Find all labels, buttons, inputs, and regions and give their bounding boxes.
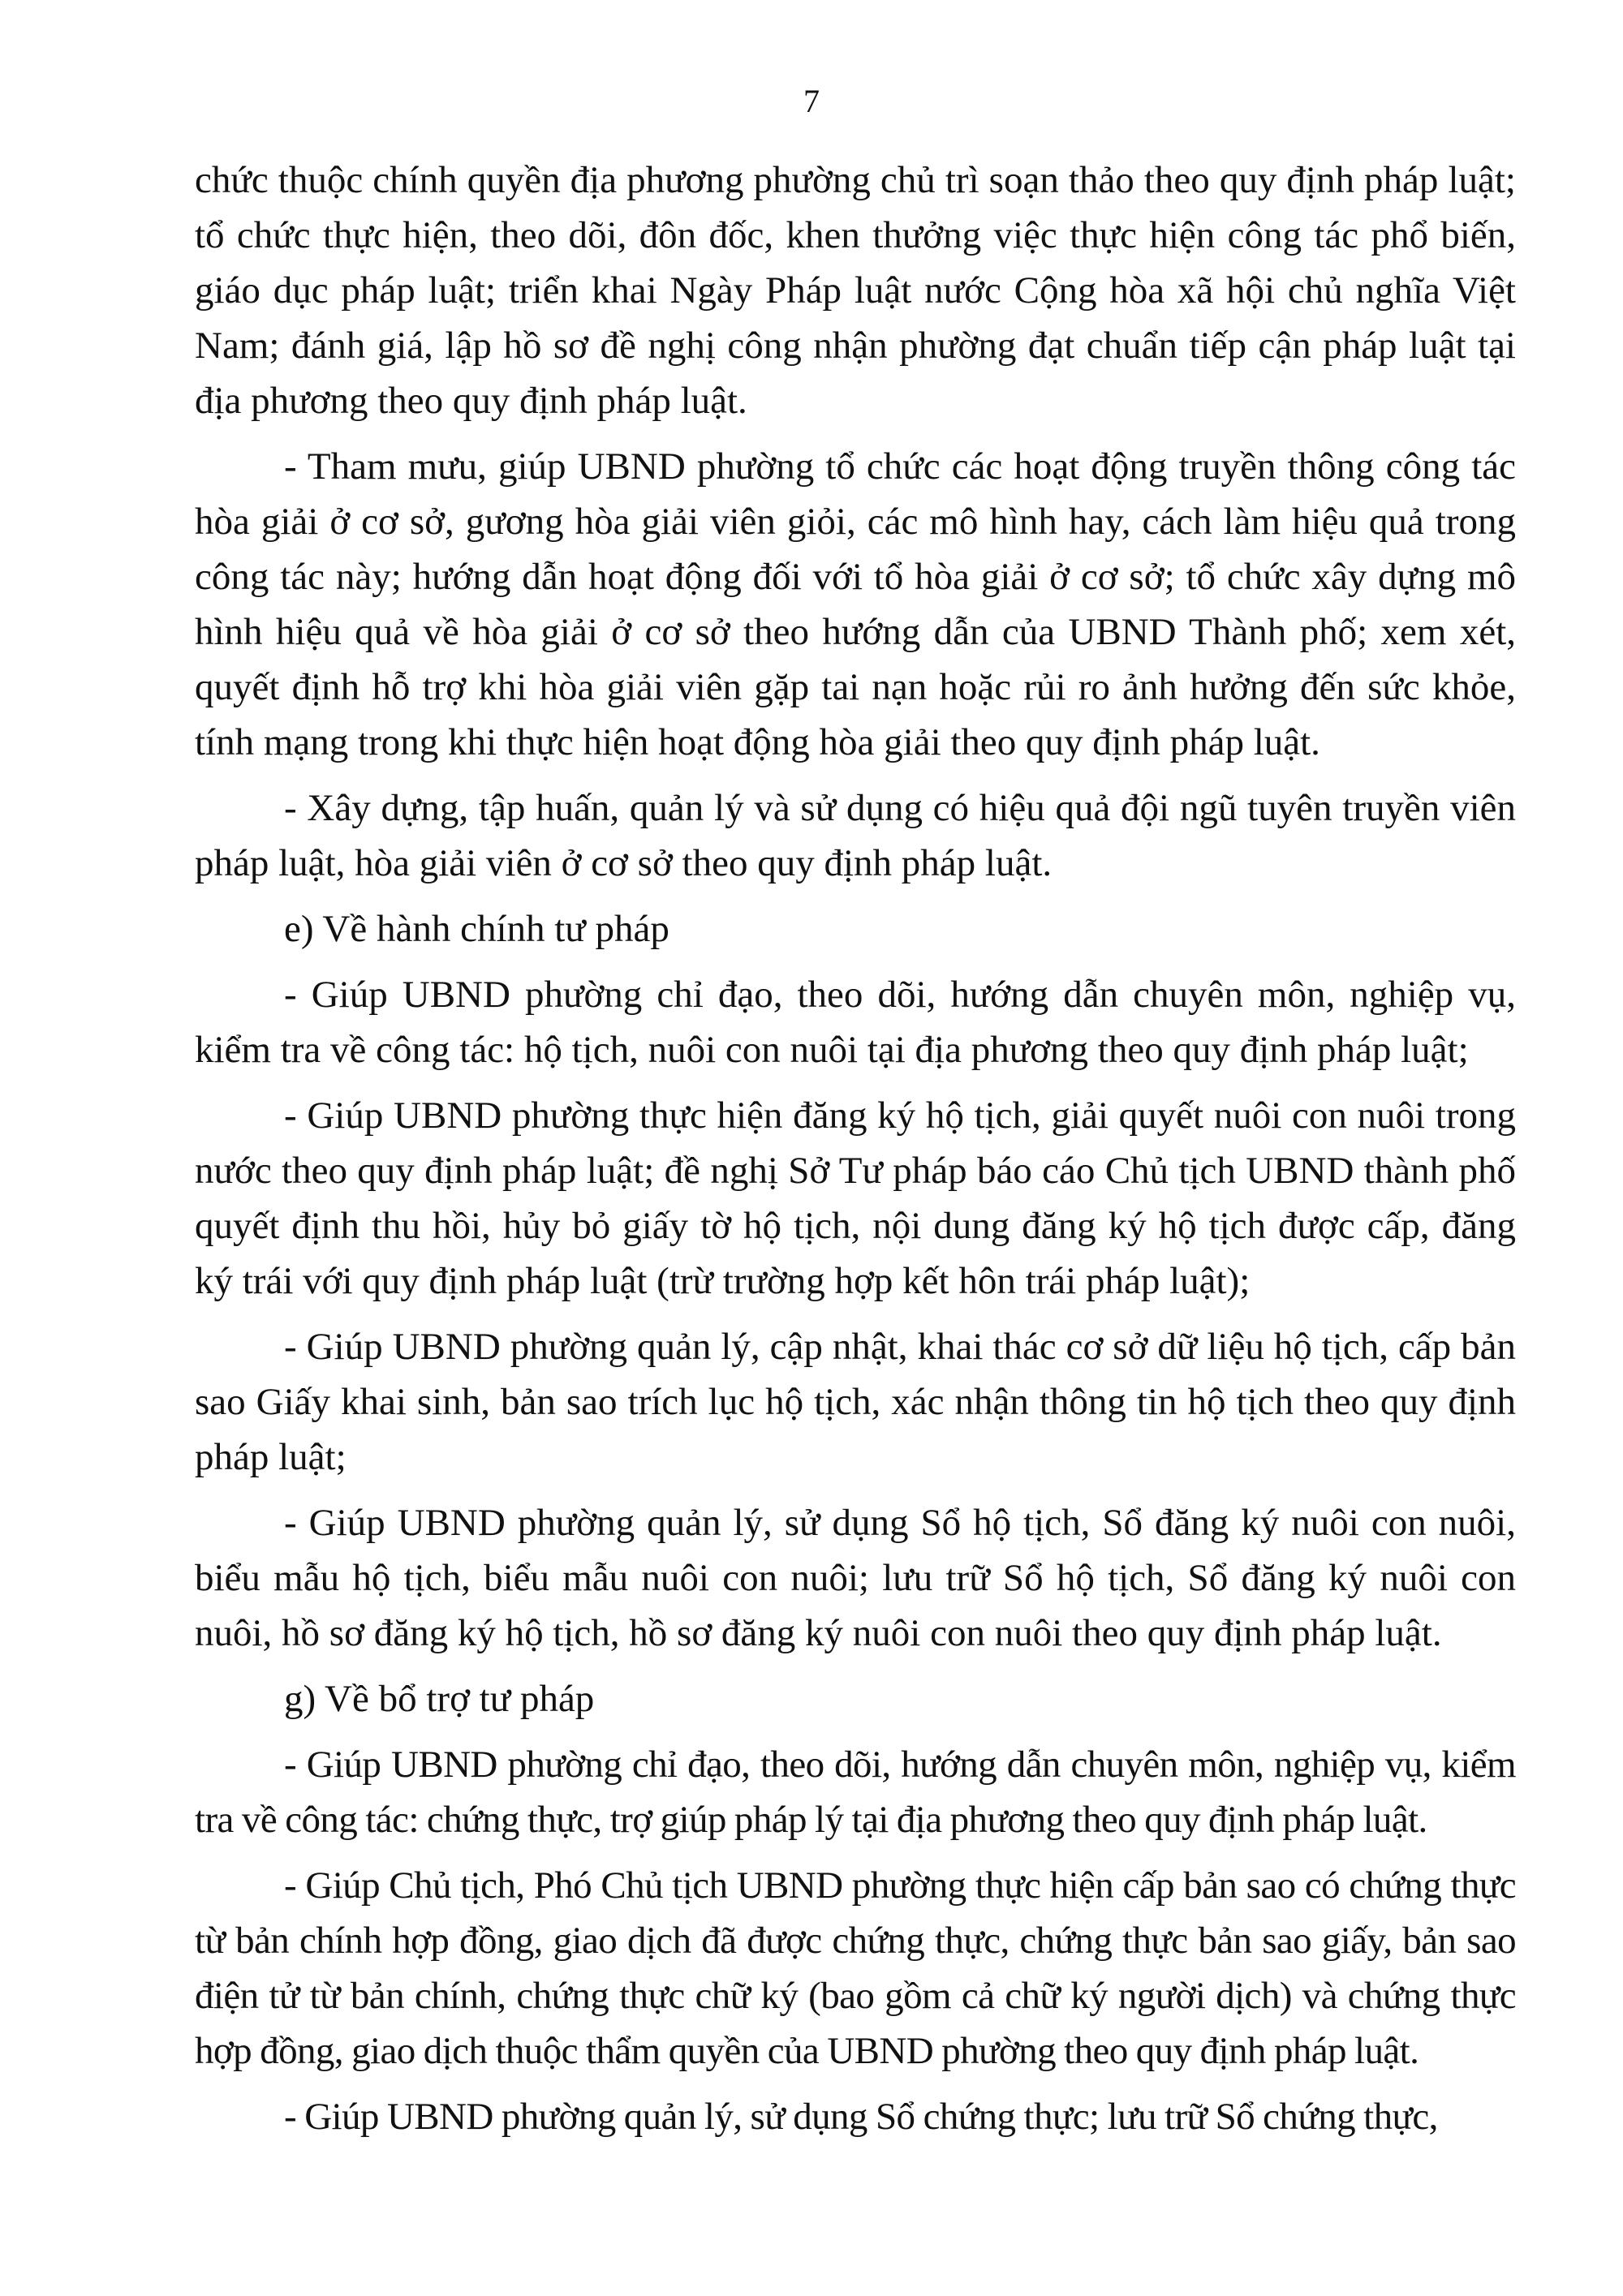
paragraph-certification-books: - Giúp UBND phường quản lý, sử dụng Sổ chứng thực; lưu trữ Sổ chứng thực, (284, 2096, 1438, 2138)
paragraph-civil-database: - Giúp UBND phường quản lý, cập nhật, khai thác cơ sở dữ liệu hộ tịch, cấp bản sao Giấy khai sinh, bản sao trích lục hộ tịch, xác nhận thông tin hộ tịch theo quy định pháp luật; (195, 1326, 1516, 1478)
section-heading-e: e) Về hành chính tư pháp (284, 908, 669, 950)
paragraph-civil-registration: - Giúp UBND phường thực hiện đăng ký hộ tịch, giải quyết nuôi con nuôi trong nước theo quy định pháp luật; đề nghị Sở Tư pháp báo cáo Chủ tịch UBND thành phố quyết định thu hồi, hủy bỏ giấy tờ hộ tịch, nội dung đăng ký hộ tịch được cấp, đăng ký trái với quy định pháp luật (trừ trường hợp kết hôn trái pháp luật); (195, 1094, 1516, 1302)
paragraph-mediator-training: - Xây dựng, tập huấn, quản lý và sử dụng có hiệu quả đội ngũ tuyên truyền viên pháp luật, hòa giải viên ở cơ sở theo quy định pháp luật. (195, 787, 1516, 884)
paragraph-civil-status-guidance: - Giúp UBND phường chỉ đạo, theo dõi, hướng dẫn chuyên môn, nghiệp vụ, kiểm tra về công tác: hộ tịch, nuôi con nuôi tại địa phương theo quy định pháp luật; (195, 974, 1516, 1071)
paragraph-hoa-giai-communication: - Tham mưu, giúp UBND phường tổ chức các hoạt động truyền thông công tác hòa giải ở cơ sở, gương hòa giải viên giỏi, các mô hình hay, cách làm hiệu quả trong công tác này; hướng dẫn hoạt động đối với tổ hòa giải ở cơ sở; tổ chức xây dựng mô hình hiệu quả về hòa giải ở cơ sở theo hướng dẫn của UBND Thành phố; xem xét, quyết định hỗ trợ khi hòa giải viên gặp tai nạn hoặc rủi ro ảnh hưởng đến sức khỏe, tính mạng trong khi thực hiện hoạt động hòa giải theo quy định pháp luật. (195, 445, 1516, 763)
paragraph-continuation: chức thuộc chính quyền địa phương phường chủ trì soạn thảo theo quy định pháp luật; tổ chức thực hiện, theo dõi, đôn đốc, khen thưởng việc thực hiện công tác phổ biến, giáo dục pháp luật; triển khai Ngày Pháp luật nước Cộng hòa xã hội chủ nghĩa Việt Nam; đánh giá, lập hồ sơ đề nghị công nhận phường đạt chuẩn tiếp cận pháp luật tại địa phương theo quy định pháp luật. (195, 159, 1516, 422)
paragraph-certification: - Giúp Chủ tịch, Phó Chủ tịch UBND phường thực hiện cấp bản sao có chứng thực từ bản chính hợp đồng, giao dịch đã được chứng thực, chứng thực bản sao giấy, bản sao điện tử từ bản chính, chứng thực chữ ký (bao gồm cả chữ ký người dịch) và chứng thực hợp đồng, giao dịch thuộc thẩm quyền của UBND phường theo quy định pháp luật. (195, 1864, 1516, 2072)
paragraph-civil-books: - Giúp UBND phường quản lý, sử dụng Sổ hộ tịch, Sổ đăng ký nuôi con nuôi, biểu mẫu hộ tịch, biểu mẫu nuôi con nuôi; lưu trữ Sổ hộ tịch, Sổ đăng ký nuôi con nuôi, hồ sơ đăng ký hộ tịch, hồ sơ đăng ký nuôi con nuôi theo quy định pháp luật. (195, 1502, 1516, 1654)
page-number: 7 (803, 83, 820, 119)
document-body (195, 153, 1516, 2155)
section-heading-g: g) Về bổ trợ tư pháp (284, 1678, 595, 1720)
paragraph-judicial-support-guidance: - Giúp UBND phường chỉ đạo, theo dõi, hướng dẫn chuyên môn, nghiệp vụ, kiểm tra về công tác: chứng thực, trợ giúp pháp lý tại địa phương theo quy định pháp luật. (195, 1743, 1516, 1841)
